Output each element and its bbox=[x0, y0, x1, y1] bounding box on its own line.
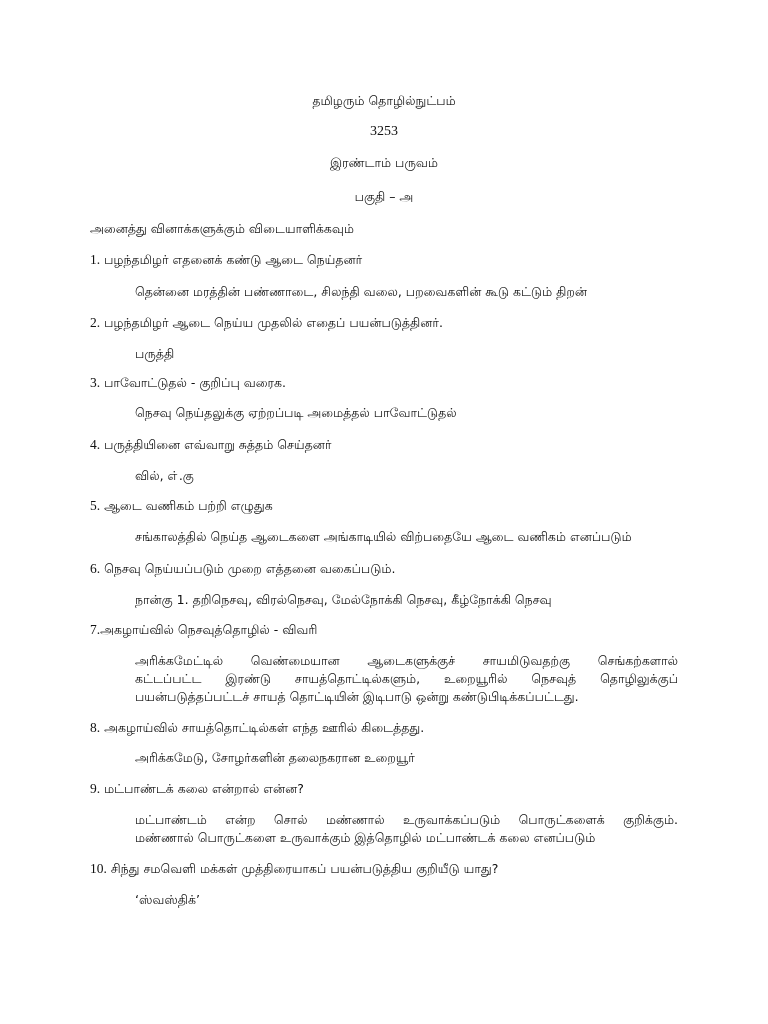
question-number: 3. bbox=[90, 375, 101, 390]
answer-2: பருத்தி bbox=[135, 346, 175, 361]
question-10 bbox=[90, 861, 498, 877]
answer-1: தென்னை மரத்தின் பண்ணாடை, சிலந்தி வலை, பறவைகளின் கூடு கட்டும் திறன் bbox=[135, 284, 587, 299]
question-number: 10. bbox=[90, 861, 107, 876]
question-text: பருத்தியினை எவ்வாறு சுத்தம் செய்தனர் bbox=[104, 437, 332, 452]
part-label: பகுதி – அ bbox=[354, 189, 414, 204]
question-text: அகழாய்வில் சாயத்தொட்டில்கள் எந்த ஊரில் கிடைத்தது. bbox=[104, 720, 425, 735]
question-7 bbox=[90, 622, 317, 638]
answer-9-line-2: மண்ணால் பொருட்களை உருவாக்கும் இத்தொழில் மட்பாண்டக் கலை எனப்படும் bbox=[135, 830, 596, 845]
answer-6: நான்கு 1. தறிநெசவு, விரல்நெசவு, மேல்நோக்கி நெசவு, கீழ்நோக்கி நெசவு bbox=[135, 592, 552, 607]
question-9 bbox=[90, 781, 304, 797]
document-title: தமிழரும் தொழில்நுட்பம் bbox=[312, 93, 456, 108]
answer-7-line-1: அரிக்கமேட்டில் வெண்மையான ஆடைகளுக்குச் சாயமிடுவதற்கு செங்கற்களால் bbox=[135, 653, 678, 668]
instruction-text: அனைத்து வினாக்களுக்கும் விடையாளிக்கவும் bbox=[90, 221, 354, 236]
question-text: ஆடை வணிகம் பற்றி எழுதுக bbox=[104, 498, 273, 513]
answer-8: அரிக்கமேடு, சோழர்களின் தலைநகரான உறையூர் bbox=[135, 750, 415, 765]
question-text: நெசவு நெய்யப்படும் முறை எத்தனை வகைப்படும். bbox=[104, 561, 396, 576]
question-3 bbox=[90, 375, 286, 391]
question-text: மட்பாண்டக் கலை என்றால் என்ன? bbox=[104, 781, 304, 796]
question-2 bbox=[90, 315, 443, 331]
question-number: 1. bbox=[90, 252, 101, 267]
question-1 bbox=[90, 252, 362, 268]
question-number: 5. bbox=[90, 498, 101, 513]
answer-3: நெசவு நெய்தலுக்கு ஏற்றப்படி அமைத்தல் பாவோட்டுதல் bbox=[135, 405, 457, 420]
question-5 bbox=[90, 498, 273, 514]
question-4 bbox=[90, 437, 331, 453]
question-number: 6. bbox=[90, 561, 101, 576]
answer-7-line-3: பயன்படுத்தப்பட்டச் சாயத் தொட்டியின் இடிபாடு ஒன்று கண்டுபிடிக்கப்பட்டது. bbox=[135, 689, 579, 704]
question-text: பழந்தமிழர் ஆடை நெய்ய முதலில் எதைப் பயன்படுத்தினர். bbox=[104, 315, 443, 330]
question-6 bbox=[90, 561, 395, 577]
question-text: பாவோட்டுதல் - குறிப்பு வரைக. bbox=[104, 375, 286, 390]
question-text: அகழாய்வில் நெசவுத்தொழில் - விவரி bbox=[100, 622, 318, 637]
question-number: 4. bbox=[90, 437, 101, 452]
question-number: 2. bbox=[90, 315, 101, 330]
question-number: 9. bbox=[90, 781, 101, 796]
question-text: பழந்தமிழர் எதனைக் கண்டு ஆடை நெய்தனர் bbox=[104, 252, 363, 267]
question-number: 8. bbox=[90, 720, 101, 735]
answer-5: சங்காலத்தில் நெய்த ஆடைகளை அங்காடியில் விற்பதையே ஆடை வணிகம் எனப்படும் bbox=[135, 529, 632, 544]
answer-9-line-1: மட்பாண்டம் என்ற சொல் மண்ணால் உருவாக்கப்படும் பொருட்களைக் குறிக்கும். bbox=[135, 812, 678, 827]
question-text: சிந்து சமவெளி மக்கள் முத்திரையாகப் பயன்படுத்திய குறியீடு யாது? bbox=[110, 861, 499, 876]
semester-label: இரண்டாம் பருவம் bbox=[330, 155, 438, 170]
answer-4: வில், எ்.கு bbox=[135, 468, 194, 483]
question-number: 7. bbox=[90, 622, 101, 637]
course-code: 3253 bbox=[370, 124, 398, 139]
question-8 bbox=[90, 720, 424, 736]
answer-10: ‘ஸ்வஸ்திக்’ bbox=[135, 892, 201, 907]
answer-7-line-2: கட்டப்பட்ட இரண்டு சாயத்தொட்டில்களும், உறையூரில் நெசவுத் தொழிலுக்குப் bbox=[135, 671, 678, 686]
